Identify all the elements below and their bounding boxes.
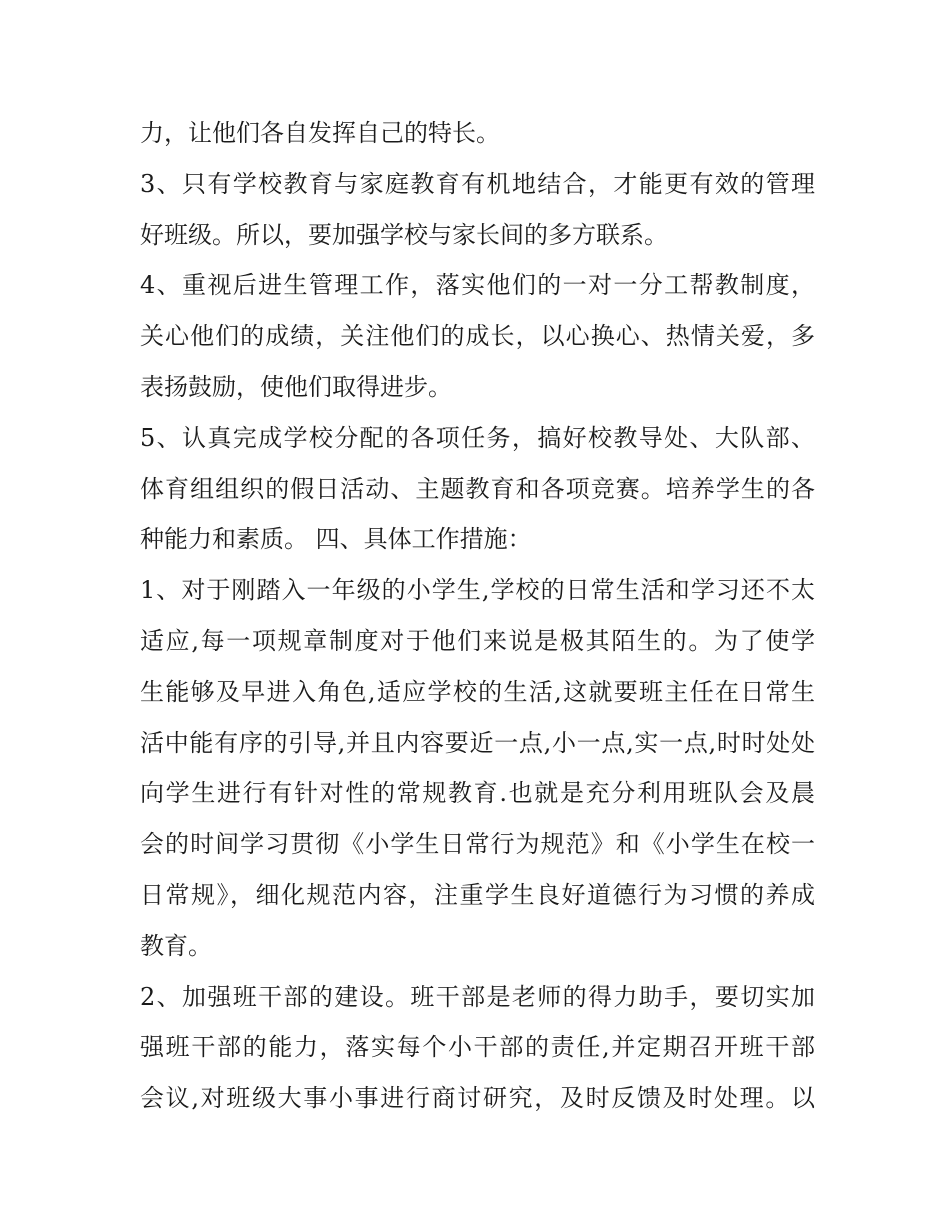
text-line: 2、加强班干部的建设。班干部是老师的得力助手，要切实加 bbox=[140, 982, 815, 1011]
text-line: 关心他们的成绩，关注他们的成长，以心换心、热情关爱，多 bbox=[140, 322, 815, 351]
text-line: 会议,对班级大事小事进行商讨研究，及时反馈及时处理。以 bbox=[140, 1084, 815, 1113]
text-line: 强班干部的能力，落实每个小干部的责任,并定期召开班干部 bbox=[140, 1033, 815, 1062]
text-line: 教育。 bbox=[140, 931, 212, 960]
document-body bbox=[140, 108, 815, 1124]
text-line: 力，让他们各自发挥自己的特长。 bbox=[140, 119, 500, 147]
text-line: 活中能有序的引导,并且内容要近一点,小一点,实一点,时时处处 bbox=[140, 728, 815, 757]
text-line: 1、对于刚踏入一年级的小学生,学校的日常生活和学习还不太 bbox=[140, 576, 815, 605]
text-line: 3、只有学校教育与家庭教育有机地结合，才能更有效的管理 bbox=[140, 169, 815, 198]
text-line: 日常规》，细化规范内容，注重学生良好道德行为习惯的养成 bbox=[140, 880, 815, 909]
text-line: 生能够及早进入角色,适应学校的生活,这就要班主任在日常生 bbox=[140, 677, 815, 706]
text-line: 4、重视后进生管理工作，落实他们的一对一分工帮教制度， bbox=[140, 271, 815, 300]
text-line: 表扬鼓励，使他们取得进步。 bbox=[140, 372, 452, 401]
text-line: 会的时间学习贯彻《小学生日常行为规范》和《小学生在校一 bbox=[140, 830, 815, 859]
text-line: 种能力和素质。 四、具体工作措施： bbox=[140, 525, 532, 554]
text-line: 5、认真完成学校分配的各项任务，搞好校教导处、大队部、 bbox=[140, 423, 815, 452]
text-line: 好班级。所以，要加强学校与家长间的多方联系。 bbox=[140, 220, 668, 249]
text-line: 体育组组织的假日活动、主题教育和各项竞赛。培养学生的各 bbox=[140, 474, 815, 503]
text-line: 适应,每一项规章制度对于他们来说是极其陌生的。为了使学 bbox=[140, 626, 815, 655]
text-line: 向学生进行有针对性的常规教育.也就是充分利用班队会及晨 bbox=[140, 779, 815, 808]
